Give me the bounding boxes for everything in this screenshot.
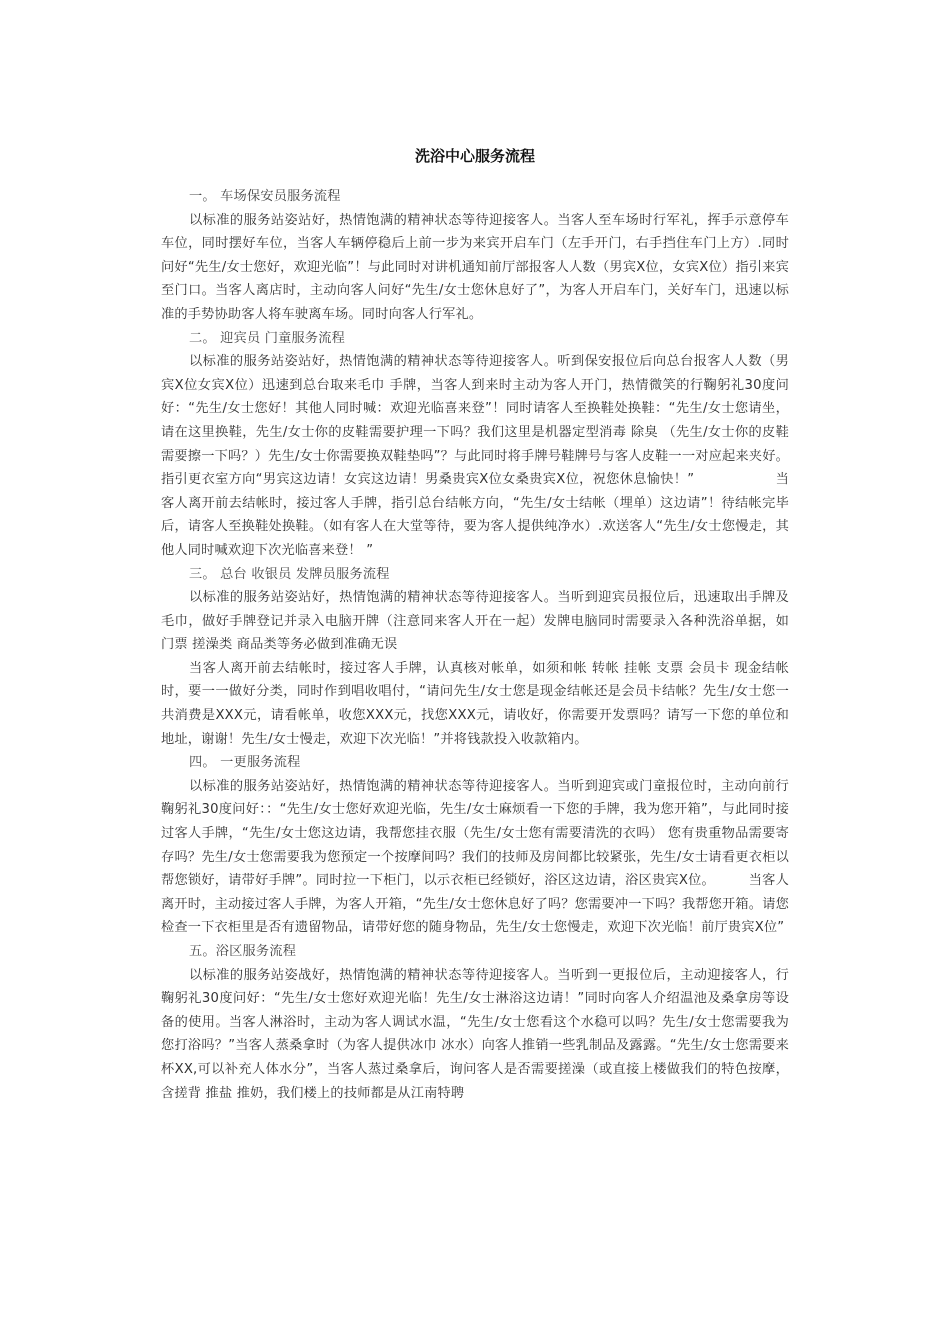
- section-heading-3: 三。 总台 收银员 发牌员服务流程: [189, 566, 390, 582]
- section-heading-4: 四。 一更服务流程: [189, 755, 301, 771]
- section-paragraph-3a: 以标准的服务站姿站好，热情饱满的精神状态等待迎接客人。当听到迎宾员报位后，迅速取出手牌及毛巾，做好手牌登记并录入电脑开牌（注意同来客人开在一起）发牌电脑同时需要录入各种洗浴单据，如门票 搓澡类 商品类等务必做到准确无误: [161, 590, 789, 653]
- section-paragraph-1: 以标准的服务站姿站好，热情饱满的精神状态等待迎接客人。当客人至车场时行军礼，挥手示意停车车位，同时摆好车位，当客人车辆停稳后上前一步为来宾开启车门（左手开门，右手挡住车门上方）.同时问好“先生/女士您好，欢迎光临”！与此同时对讲机通知前厅部报客人人数（男宾X位，女宾X位）指引来宾至门口。当客人离店时，主动向客人问好“先生/女士您休息好了”，为客人开启车门，关好车门，迅速以标准的手势协助客人将车驶离车场。同时向客人行军礼。: [161, 212, 789, 322]
- section-paragraph-4: 以标准的服务站姿站好，热情饱满的精神状态等待迎接客人。当听到迎宾或门童报位时，主动向前行鞠躬礼30度问好：：“先生/女士您好欢迎光临，先生/女士麻烦看一下您的手牌，我为您开箱”，与此同时接过客人手牌，“先生/女士您这边请，我帮您挂衣服（先生/女士您有需要清洗的衣吗） 您有贵重物品需要寄存吗？先生/女士您需要我为您预定一个按摩间吗？我们的技师及房间都比较紧张，先生/女士请看更衣柜以帮您锁好，请带好手牌”。同时拉一下柜门，以示衣柜已经锁好，浴区这边请，浴区贵宾X位。 当客人离开时，主动接过客人手牌，为客人开箱，“先生/女士您休息好了吗？您需要冲一下吗？我帮您开箱。请您检查一下衣柜里是否有遗留物品，请带好您的随身物品，先生/女士您慢走，欢迎下次光临！前厅贵宾X位”: [161, 778, 789, 936]
- document-body: [161, 185, 789, 1105]
- section-paragraph-2: 以标准的服务站姿站好，热情饱满的精神状态等待迎接客人。听到保安报位后向总台报客人人数（男宾X位女宾X位）迅速到总台取来毛巾 手牌，当客人到来时主动为客人开门，热情微笑的行鞠躬礼30度问好：“先生/女士您好！其他人同时喊：欢迎光临喜来登”！同时请客人至换鞋处换鞋：“先生/女士您请坐，请在这里换鞋，先生/女士你的皮鞋需要护理一下吗？我们这里是机器定型消毒 除臭 （先生/女士你的皮鞋需要擦一下吗？）先生/女士你需要换双鞋垫吗”？与此同时将手牌号鞋牌号与客人皮鞋一一对应起来夹好。指引更衣室方向“男宾这边请！女宾这边请！男桑贵宾X位女桑贵宾X位，祝您休息愉快！” 当客人离开前去结帐时，接过客人手牌，指引总台结帐方向，“先生/女士结帐（埋单）这边请”！待结帐完毕后，请客人至换鞋处换鞋。（如有客人在大堂等待，要为客人提供纯净水）.欢送客人“先生/女士您慢走，其他人同时喊欢迎下次光临喜来登！ ”: [161, 354, 789, 558]
- section-paragraph-5: 以标准的服务站姿战好，热情饱满的精神状态等待迎接客人。当听到一更报位后，主动迎接客人，行鞠躬礼30度问好：“先生/女士您好欢迎光临！先生/女士淋浴这边请！”同时向客人介绍温池及桑拿房等设备的使用。当客人淋浴时，主动为客人调试水温，“先生/女士您看这个水稳可以吗？先生/女士您需要我为您打浴吗？”当客人蒸桑拿时（为客人提供冰巾 冰水）向客人推销一些乳制品及露露。“先生/女士您需要来杯XX,可以补充人体水分”，当客人蒸过桑拿后，询问客人是否需要搓澡（或直接上楼做我们的特色按摩，含搓背 推盐 推奶，我们楼上的技师都是从江南特聘: [161, 967, 789, 1101]
- section-heading-5: 五。浴区服务流程: [189, 944, 297, 959]
- section-heading-1: 一。 车场保安员服务流程: [189, 189, 341, 204]
- document-title: 洗浴中心服务流程: [414, 147, 535, 165]
- section-paragraph-3b: 当客人离开前去结帐时，接过客人手牌，认真核对帐单，如须和帐 转帐 挂帐 支票 会员卡 现金结帐时，要一一做好分类，同时作到唱收唱付，“请问先生/女士您是现金结帐还是会员卡结帐？先生/女士您一共消费是XXX元，请看帐单，收您XXX元，找您XXX元，请收好，你需要开发票吗？请写一下您的单位和地址，谢谢！先生/女士慢走，欢迎下次光临！”并将钱款投入收款箱内。: [161, 660, 789, 747]
- section-heading-2: 二。 迎宾员 门童服务流程: [189, 330, 346, 346]
